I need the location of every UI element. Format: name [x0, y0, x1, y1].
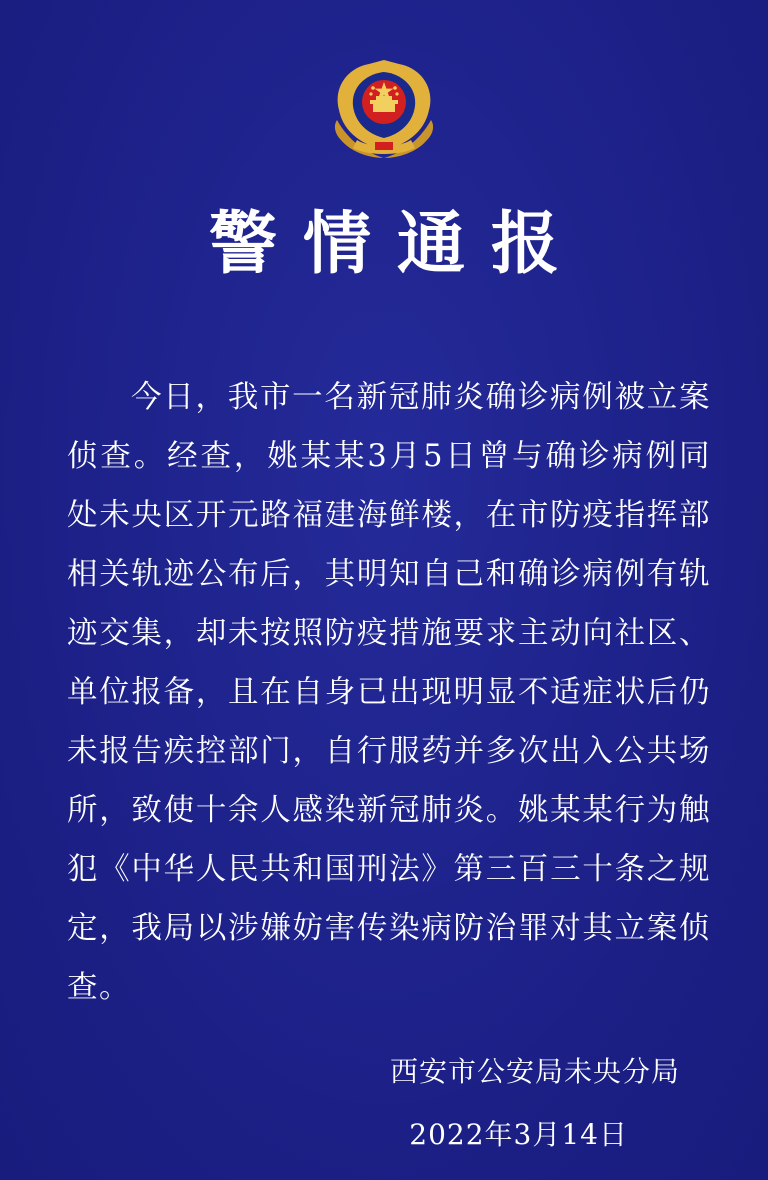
issuer-signature: 西安市公安局未央分局 — [389, 1055, 680, 1088]
issue-date: 2022年3月14日 — [409, 1118, 628, 1151]
police-emblem-icon — [329, 58, 439, 162]
notice-title: 警情通报 — [208, 205, 585, 284]
notice-body: 今日，我市一名新冠肺炎确诊病例被立案侦查。经查，姚某某3月5日曾与确诊病例同处未央区开元路福建海鲜楼，在市防疫指挥部相关轨迹公布后，其明知自己和确诊病例有轨迹交集，却未按照防疫措施要求主动向社区、单位报备，且在自身已出现明显不适症状后仍未报告疾控部门，自行服药并多次出入公共场所，致使十余人感染新冠肺炎。姚某某行为触犯《中华人民共和国刑法》第三百三十条之规定，我局以涉嫌妨害传染病防治罪对其立案侦查。 — [67, 380, 711, 1005]
